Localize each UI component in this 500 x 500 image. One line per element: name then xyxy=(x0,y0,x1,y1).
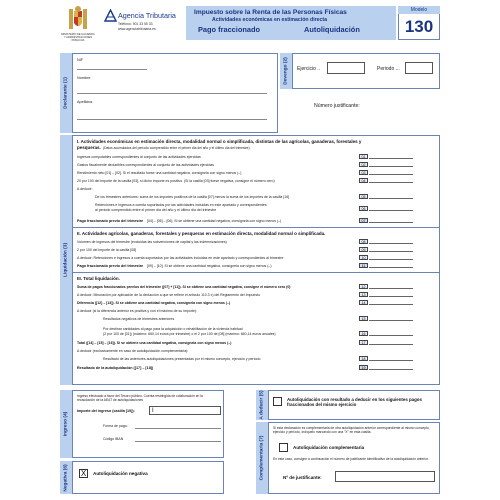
form-title: Impuesto sobre la Renta de las Personas Físicas xyxy=(194,9,347,16)
ingreso-text: Ingreso efectuado a favor del Tesoro público. Cuenta restringida de colaboración en la recaudación de la AEAT de autoliquidaciones xyxy=(77,394,203,403)
complementaria-check-label: Autoliquidación complementaria xyxy=(293,445,365,450)
value-17[interactable] xyxy=(369,340,413,345)
value-19[interactable] xyxy=(369,365,413,370)
section-1-subtitle: (Datos acumulados del período comprendido entre el primer día del año y el último día del trimestre). xyxy=(103,146,251,150)
section-1-title-cont: pesqueras. xyxy=(77,145,101,150)
liquidacion-panel xyxy=(72,135,440,385)
box-03: 03 xyxy=(359,170,368,175)
adeducir-panel xyxy=(268,390,440,420)
value-01[interactable] xyxy=(369,154,413,159)
adeducir-checkbox[interactable] xyxy=(273,397,282,406)
row-06-label-cont: al periodo comprendido entre el primer día del año y el último día del trimestre xyxy=(95,208,217,212)
box-01: 01 xyxy=(359,154,368,159)
iban-field[interactable] xyxy=(135,437,221,442)
value-11[interactable] xyxy=(369,263,413,268)
row-17-label: Total ([14] – [15] – [16]). Si se obtiene una cantidad negativa, consígnela con signo menos (–) xyxy=(77,341,232,345)
ejercicio-input[interactable] xyxy=(327,62,365,74)
row-02-label: Gastos fiscalmente deducibles correspondientes al conjunto de las actividades ejercidas xyxy=(77,163,214,167)
a-deducir-3-label: A deducir (exclusivamente en caso de autoliquidación complementaria): xyxy=(77,349,189,353)
agency-phone: Teléfono: 901 33 55 33 xyxy=(118,22,153,26)
box-16: 16 xyxy=(359,331,368,336)
box-08: 08 xyxy=(359,239,368,244)
row-16-label-cont: (2 por 100 de [01]) (máximo: 660,14 euros por trimestre) o el 2 por 100 de [08] (máximo: 660,14 euros anuales) xyxy=(103,332,276,336)
row-12-label: Suma de pagos fraccionados previos del trimestre ([07] + [11]). Si se obtiene una cantidad negativa, consigne el número cero (0) xyxy=(77,285,291,289)
importe-input[interactable] xyxy=(149,406,221,415)
box-05: 05 xyxy=(359,194,368,199)
value-07[interactable] xyxy=(369,218,413,223)
box-02: 02 xyxy=(359,162,368,167)
complementaria-text-1: Si esta declaración es complementaria de otra autoliquidación anterior correspondiente al mismo concepto, ejercicio y período, indíquelo marcando con una "X" en esta casilla. xyxy=(273,426,430,435)
row-11-label: Pago fraccionado previo del trimestre xyxy=(77,264,144,268)
row-06-label: Retenciones e ingresos a cuenta soportados por las actividades incluidas en este apartado y correspondientes xyxy=(95,203,267,207)
liquidacion-side-label: Liquidación (3) xyxy=(60,135,72,385)
devengo-side-label: Devengo (2) xyxy=(280,53,292,89)
box-04: 04 xyxy=(359,178,368,183)
section-1-title: I. Actividades económicas en estimación directa, modalidad normal o simplificada, distintas de las agrícolas, ganaderas, forestales y xyxy=(77,139,362,144)
box-12: 12 xyxy=(359,284,368,289)
row-18-label: Resultado de las anteriores autoliquidaciones presentadas por el mismo concepto, ejercicio y período xyxy=(103,357,261,361)
adeducir-side-label: A deducir (5) xyxy=(256,390,268,420)
box-13: 13 xyxy=(359,292,368,297)
ingreso-panel xyxy=(72,390,224,458)
a-deducir-label: A deducir: xyxy=(77,187,93,191)
ministry-line-3: PÚBLICAS xyxy=(71,39,85,42)
nif-field[interactable] xyxy=(77,64,147,70)
negativa-label: Autoliquidación negativa xyxy=(93,471,148,476)
pago-fraccionado-title: Pago fraccionado xyxy=(198,25,261,34)
box-15: 15 xyxy=(359,316,368,321)
row-03-label: Rendimiento neto [01] – [02]. Si el resultado fuese una cantidad negativa, consígnela con signo menos (–) xyxy=(77,171,242,175)
row-16-label: Por destinar cantidades al pago para la adquisición o rehabilitación de la vivienda habitual xyxy=(103,327,243,331)
row-05-label: De los trimestres anteriores: suma de los importes positivos de la casilla [07] menos la suma de los importes de la casilla [16] xyxy=(95,195,290,199)
value-03[interactable] xyxy=(369,170,413,175)
justificante-label: Número justificante: xyxy=(314,103,360,109)
negativa-checkbox[interactable]: X xyxy=(80,469,87,478)
value-16[interactable] xyxy=(369,331,413,336)
importe-sign: I xyxy=(152,408,154,414)
value-08[interactable] xyxy=(369,239,413,244)
value-13[interactable] xyxy=(369,292,413,297)
devengo-panel xyxy=(292,53,440,89)
value-09[interactable] xyxy=(369,247,413,252)
declarante-panel xyxy=(72,53,278,133)
value-05[interactable] xyxy=(369,194,413,199)
row-07-formula: [04] – [05] – [06]. Si se obtiene una cantidad negativa, consígnela con signo menos (–) xyxy=(147,219,282,223)
complementaria-panel xyxy=(268,422,440,494)
row-10-label: A deducir: Retenciones e ingresos a cuenta soportados por las actividades incluidas en este apartado y correspondientes al trimestre xyxy=(77,256,284,260)
ingreso-side-label: Ingreso (4) xyxy=(60,390,72,458)
agency-a-icon xyxy=(104,9,117,22)
periodo-label: Periodo ... xyxy=(377,66,400,72)
nombre-field[interactable] xyxy=(77,82,267,94)
box-09: 09 xyxy=(359,247,368,252)
box-07: 07 xyxy=(359,218,368,223)
form-subtitle: Actividades económicas en estimación directa xyxy=(212,17,328,23)
row-15-label: Resultados negativos de trimestres anteriores xyxy=(103,317,175,321)
divider-1 xyxy=(73,227,439,228)
row-07-label: Pago fraccionado previo del trimestre xyxy=(77,219,144,223)
complementaria-checkbox[interactable] xyxy=(279,443,288,452)
divider-2 xyxy=(73,272,439,273)
row-14-label: Diferencia ([12] – [13]). Si se obtiene una cantidad negativa, consígnela con signo menos (–) xyxy=(77,301,231,305)
box-06: 06 xyxy=(359,206,368,211)
ejercicio-label: Ejercicio .. xyxy=(297,66,321,72)
nombre-label: Nombre xyxy=(77,76,91,80)
modelo-label: Modelo xyxy=(398,6,440,14)
row-11-formula: [09] – [10]. Si se obtiene una cantidad negativa, consígnela con signo menos (–) xyxy=(147,264,272,268)
section-2-title: II. Actividades agrícolas, ganaderas, forestales y pesqueras en estimación directa, modalidad normal o simplificada. xyxy=(77,231,326,236)
row-19-label: Resultado de la autoliquidación ([17] – [18]) xyxy=(77,366,154,370)
agency-logo xyxy=(102,7,192,47)
apellidos-label: Apellidos xyxy=(77,100,93,104)
complementaria-justificante-label: Nº de justificante: xyxy=(283,475,322,480)
box-19: 19 xyxy=(359,365,368,370)
value-14[interactable] xyxy=(369,300,413,305)
a-deducir-2-label: A deducir (si la diferencia anterior es positiva y con el máximo de su importe): xyxy=(77,309,198,313)
value-18[interactable] xyxy=(369,356,413,361)
value-10[interactable] xyxy=(369,255,413,260)
agency-web: www.agenciatributaria.es xyxy=(118,27,156,31)
negativa-side-label: Negativa (6) xyxy=(60,461,72,494)
complementaria-side-label: Complementaria (7) xyxy=(256,422,268,494)
section-3-title: III. Total liquidación. xyxy=(77,276,120,281)
nif-label: NIF xyxy=(77,58,84,62)
autoliquidacion-title: Autoliquidación xyxy=(304,25,360,34)
box-17: 17 xyxy=(359,340,368,345)
apellidos-field[interactable] xyxy=(77,106,267,120)
coat-of-arms-icon xyxy=(67,5,89,33)
row-13-label: A deducir: Minoración por aplicación de la deducción a que se refiere el artículo 110.3 c) del Reglamento del Impuesto xyxy=(77,293,261,297)
importe-label: Importe del ingreso (casilla [19]): xyxy=(77,409,135,413)
value-15[interactable] xyxy=(369,316,413,321)
ministry-line-2: Y ADMINISTRACIONES xyxy=(63,36,93,39)
declarante-side-label: Declarante (1) xyxy=(60,53,72,133)
modelo-number: 130 xyxy=(398,14,440,40)
row-04-label: 20 por 100 del importe de la casilla [03], si dicho importe es positivo. (Si la casilla [03] fuese negativa, consigne el número cero) xyxy=(77,179,275,183)
box-14: 14 xyxy=(359,300,368,305)
row-01-label: Ingresos computables correspondientes al conjunto de las actividades ejercidas xyxy=(77,155,201,159)
ministry-line-1: MINISTERIO DE HACIENDA xyxy=(61,33,95,36)
row-09-label: 2 por 100 del importe de la casilla [08] xyxy=(77,248,137,252)
complementaria-justificante-input[interactable] xyxy=(335,471,435,482)
modelo-130-form xyxy=(58,5,441,495)
iban-label: Código IBAN xyxy=(103,437,124,441)
negativa-panel xyxy=(72,461,224,494)
value-04[interactable] xyxy=(369,178,413,183)
adeducir-text: Autoliquidación con resultado a deducir en los siguientes pagos fraccionados del mismo ejercicio xyxy=(287,397,422,408)
box-11: 11 xyxy=(359,263,368,268)
value-06[interactable] xyxy=(369,206,413,211)
box-18: 18 xyxy=(359,356,368,361)
forma-pago-field[interactable] xyxy=(135,424,221,429)
periodo-input[interactable] xyxy=(405,62,433,74)
title-band xyxy=(186,6,396,40)
row-08-label: Volumen de ingresos del trimestre (excluidas las subvenciones de capital y las indemnizaciones) xyxy=(77,240,227,244)
complementaria-text-2: En este caso, consigne a continuación el número de justificante identificativo de la autoliquidación anterior. xyxy=(273,457,429,461)
box-10: 10 xyxy=(359,255,368,260)
value-12[interactable] xyxy=(369,284,413,289)
forma-pago-label: Forma de pago: xyxy=(103,424,128,428)
agency-name: Agencia Tributaria xyxy=(118,11,176,20)
modelo-box xyxy=(398,6,440,40)
ministry-logo xyxy=(58,5,98,53)
value-02[interactable] xyxy=(369,162,413,167)
